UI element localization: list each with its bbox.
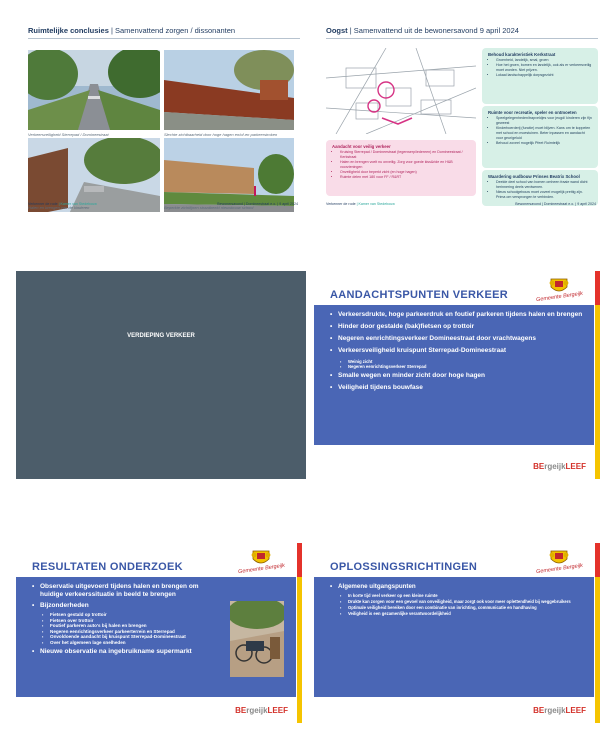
sub-bullet-item: ▪ Optimale veiligheid bereiken door een combinatie van inrichting, communicatie en handhaving [348,605,584,610]
sub-bullet-item: ▪ Fietsen over trottoir [50,618,211,624]
photo-caption: Slechte zichtbaarheid door hoge hagen en/of-en parkeerstroken [164,132,278,137]
title-divider [326,38,598,39]
sub-bullet-item: ▪ Onvoldoende aandacht bij kruispunt Sterrepad-Domineestraat [50,634,211,640]
slide-footer-right: Bewonersavond | Domineestraat e.o. | 9 april 2024 [515,202,596,206]
photo-street-sterrepad [28,50,160,130]
slide-title: Ruimtelijke conclusies | Samenvattend zorgen / dissonanten [28,26,236,35]
accent-bar-red [595,271,600,305]
slide-footer-left: Verkenner de rode | Kamer van Stedebouw [326,202,395,206]
slide-title: AANDACHTSPUNTEN VERKEER [330,289,509,301]
bullet-item: • Negeren eenrichtingsverkeer Domineestraat door vrachtwagens [338,335,584,344]
accent-bar-red [297,543,302,577]
sub-bullet-item: ▪ Fietsen gestald op trottoir [50,612,211,618]
sub-bullet-item: ▪ Foutief parkeren auto's bij halen en brengen [50,623,211,629]
slide-verdieping-verkeer[interactable] [16,271,306,479]
slide-title: VERDIEPING VERKEER [127,333,195,339]
photo-caption: Beperkte zichtlijnen straatbeeld nieuwbouw school [164,205,254,210]
title-divider [28,38,300,39]
sub-bullet-item: ▪ Weinig zicht [348,359,584,364]
photo-caption: Verkeersveiligheid Sterrepad / Domineestraat [28,132,109,137]
bullet-item: • Veiligheid tijdens bouwfase [338,384,584,393]
slide-resultaten-onderzoek[interactable] [16,543,306,723]
photo-hedge [164,50,294,130]
bullet-item: • Bijzonderheden ▪ Fietsen gestald op trottoir ▪ Fietsen over trottoir ▪ Foutief parkeren auto's bij halen en brengen ▪ Negeren eenrichtingsverkeer parkeerterrein en Sterrepad ▪ Onvoldoende aandacht bij kruispunt Sterrepad-Domineestraat ▪ Over het algemeen lage snelheden [40,602,211,646]
site-map [326,48,476,134]
slide-footer-right: Bewonersavond | Domineestraat e.o. | 9 april 2024 [217,202,298,206]
bullet-item: • Algemene uitgangspunten ▪ In korte tijd veel verkeer op een kleine ruimte ▪ Drukte kan zorgen voor een gevoel van onveiligheid, maar zorgt ook voor meer oplettendheid bij weggebruikers ▪ Optimale veiligheid bereiken door een combinatie van inrichting, communicatie en handhaving ▪ Veiligheid is een gezamenlijke verantwoordelijkheid [338,583,584,617]
bullet-item: • Nieuwe observatie na ingebruikname supermarkt [40,648,211,656]
slide-aandachtspunten[interactable] [314,271,604,479]
slide-title: Oogst | Samenvattend uit de bewonersavond 9 april 2024 [326,26,519,35]
bullet-item: • Smalle wegen en minder zicht door hoge hagen [338,372,584,381]
bullet-item: • Verkeersveiligheid kruispunt Sterrepad-Domineestraat ▪ Weinig zicht ▪ Negeren eenrichtingsverkeer Sterrepad [338,347,584,369]
card-behoud-karakteristiek: Behoud karakteristiek Kerkstraat • Groenheid, landelijk, smal, groen • Hoe het groen, bomen en landelijk, ook als er verkeersveilig moet worden. Niet prijzen. • Lokaal landschappelijk dorpsgezicht [482,48,598,104]
sub-bullet-item: ▪ Drukte kan zorgen voor een gevoel van onveiligheid, maar zorgt ook voor meer oplettendheid bij weggebruikers [348,599,584,604]
slide-footer-left: Verkenner de rode | Kamer van Stedebouw [28,202,97,206]
slide-title: RESULTATEN ONDERZOEK [32,561,183,573]
accent-bar-yellow [595,305,600,479]
brand-logo: BErgeijkLEEF [235,706,288,715]
municipality-logo: Gemeente Bergeijk [236,549,288,577]
brand-logo: BErgeijkLEEF [533,706,586,715]
bullet-list [32,583,211,656]
card-ruimte-recreatie: Ruimte voor recreatie, speler en ontmoeten • Speelgelegenheden/trapveldjes voor jeugd/ kinderen zijn fijn geweest • Kinderboerderij (functie) moet blijven. Kans om te koppelen met school en moestuinen. Beter inpassen en aandacht voor geur/geluid • Behoud zoveel mogelijk Pfeet Ruimtelijk [482,106,598,168]
municipality-logo: Gemeente Bergeijk [534,549,586,577]
slide-oplossingsrichtingen[interactable] [314,543,604,723]
slide-ruimtelijke-conclusies[interactable] [16,16,306,212]
accent-bar-yellow [595,577,600,723]
photo-caption: Halen en brengen van de kinderen [28,205,90,210]
card-veilig-verkeer: Aandacht voor veilig verkeer • Kruising Sterrepad / Domineestraat (tegenwerp/iedereen) en Domineestraat / Kerkstraat • Halen en brengen voelt nu onveilig. Zorg voor goede kiss&ride en H&B voorzieningen • Onveiligheid door beperkt zicht (en hoge hagen) • Ruimte delen met 180 voor FF / R&RT [326,140,476,196]
municipality-logo: Gemeente Bergeijk [534,277,586,305]
bullet-list [330,311,584,396]
bullet-item: • Verkeersdrukte, hoge parkeerdruk en foutief parkeren tijdens halen en brengen [338,311,584,320]
photo-pickup-street [28,138,160,212]
slide-oogst[interactable] [314,16,604,212]
photo-school [164,138,294,212]
sub-bullet-item: ▪ Negeren eenrichtingsverkeer parkeerterrein en Sterrepad [50,629,211,635]
sub-bullet-item: ▪ Over het algemeen lage snelheden [50,640,211,646]
accent-bar-red [595,543,600,577]
sub-bullet-item: ▪ Veiligheid is een gezamenlijke verantwoordelijkheid [348,611,584,616]
bullet-item: • Hinder door gestalde (bak)fietsen op trottoir [338,323,584,332]
sub-bullet-item: ▪ In korte tijd veel verkeer op een kleine ruimte [348,593,584,598]
photo-bikes-sidewalk [230,601,284,677]
slide-title: OPLOSSINGSRICHTINGEN [330,561,478,573]
bullet-list [330,583,584,618]
card-waardering-oudbouw: Waardering oudbouw Prinses Beatrix School • Deelde deel school van bomen omheen fraaie wand dicht herinnering deels verdwenen. • Nieuw schoolgebouw moet zoveel mogelijk prettig zijn. Prima om versprongen te verbinden. [482,170,598,206]
bullet-item: • Observatie uitgevoerd tijdens halen en brengen om huidige verkeerssituatie in beeld te brengen [40,583,211,599]
accent-bar-yellow [297,577,302,723]
brand-logo: BErgeijkLEEF [533,462,586,471]
sub-bullet-item: ▪ Negeren eenrichtingsverkeer Sterrepad [348,364,584,369]
